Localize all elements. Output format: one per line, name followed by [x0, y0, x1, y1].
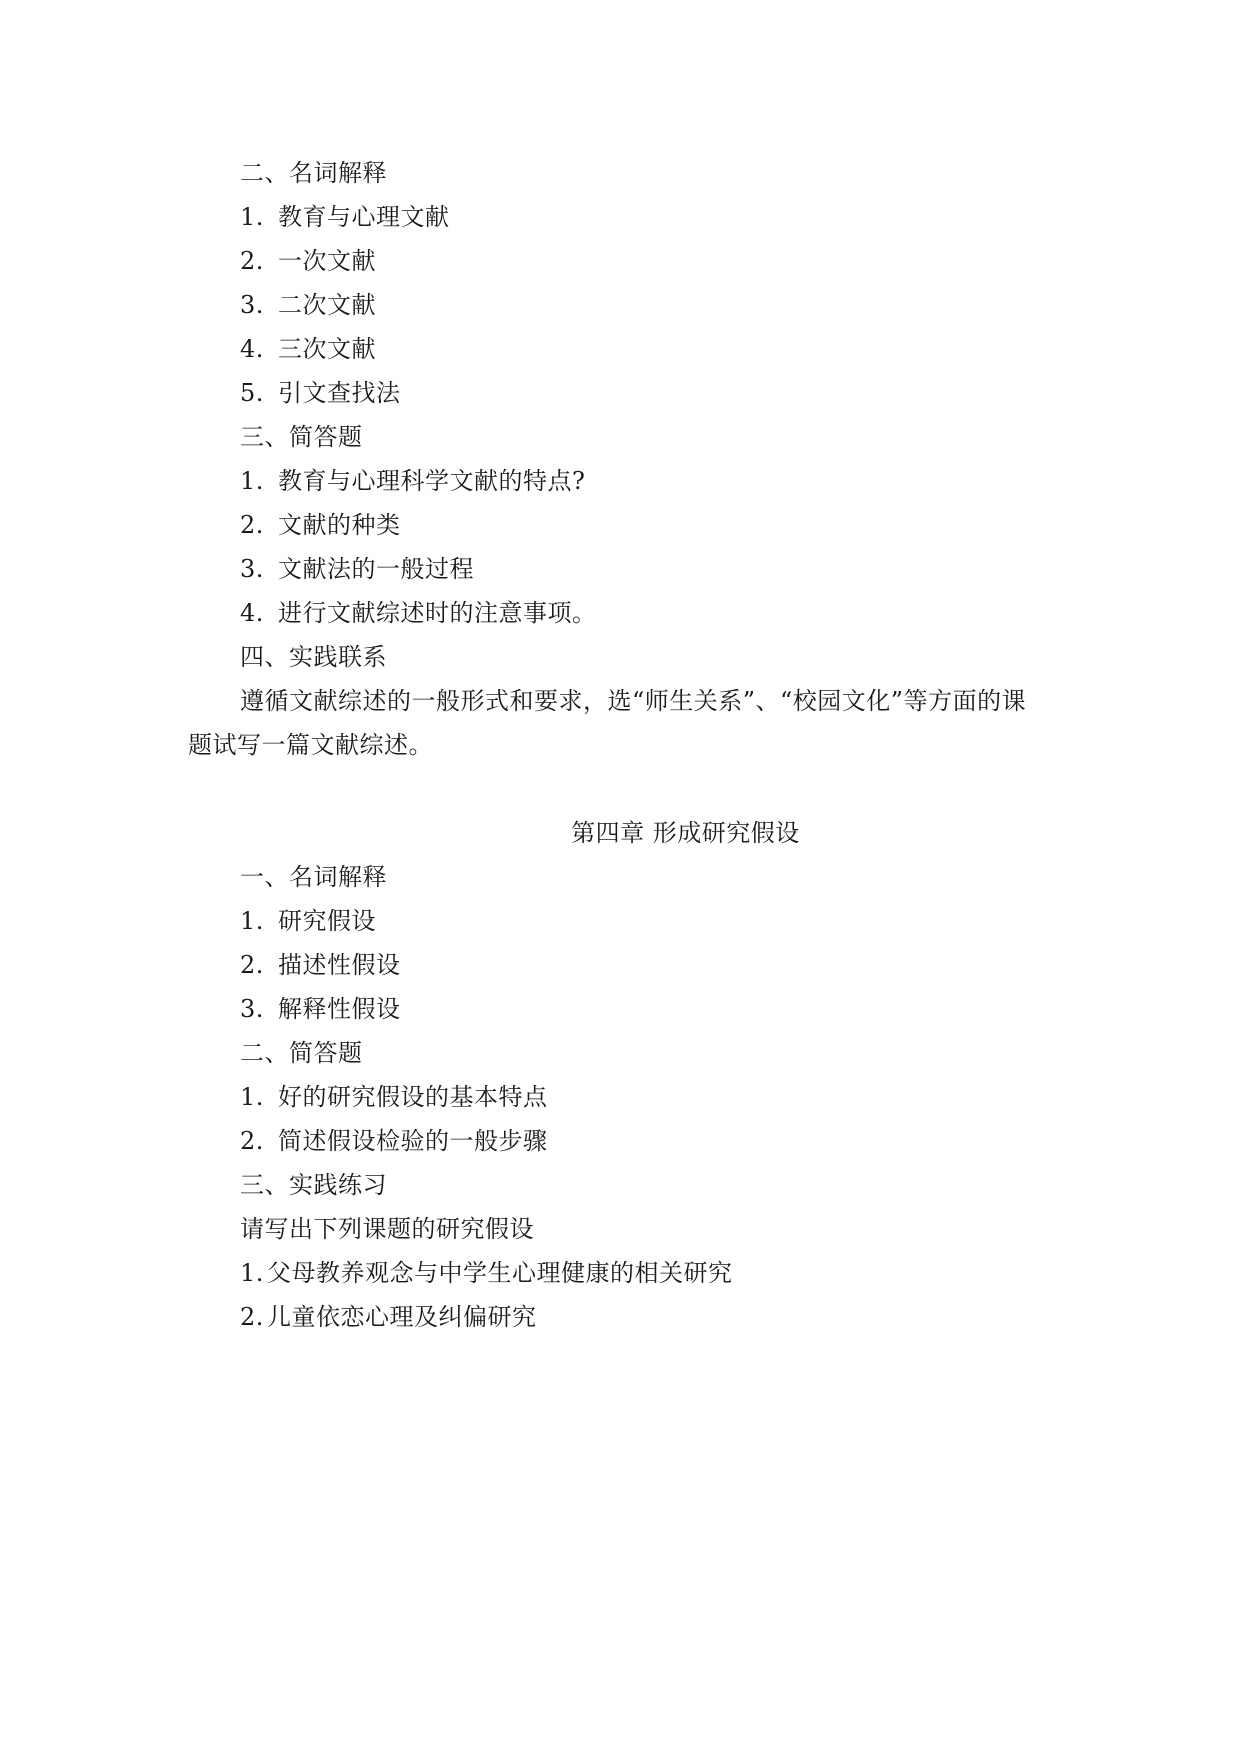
item-text: 研究假设	[278, 907, 376, 935]
item-number: 4.	[240, 335, 264, 363]
item-text: 三次文献	[278, 335, 376, 363]
item-text: 二次文献	[278, 291, 376, 319]
list-item	[240, 598, 597, 628]
item-text: 文献的种类	[278, 511, 401, 539]
list-item	[240, 510, 401, 540]
item-number: 3.	[240, 291, 264, 319]
item-text: 好的研究假设的基本特点	[278, 1083, 548, 1111]
list-item	[240, 290, 376, 320]
item-text: 引文查找法	[278, 379, 401, 407]
list-item	[240, 466, 585, 496]
list-item	[240, 1258, 733, 1288]
item-text: 简述假设检验的一般步骤	[278, 1127, 548, 1155]
item-text: 父母教养观念与中学生心理健康的相关研究	[267, 1259, 733, 1287]
list-item	[240, 334, 376, 364]
item-text: 进行文献综述时的注意事项。	[278, 599, 597, 627]
item-number: 2.	[240, 951, 264, 979]
section-heading-terms: 一、名词解释	[240, 863, 387, 891]
item-text: 描述性假设	[278, 951, 401, 979]
item-text: 一次文献	[278, 247, 376, 275]
item-number: 2.	[240, 247, 264, 275]
chapter-title: 第四章 形成研究假设	[571, 819, 800, 847]
section-heading-terms: 二、名词解释	[240, 159, 387, 187]
list-item	[240, 994, 401, 1024]
list-item	[240, 950, 401, 980]
item-text: 解释性假设	[278, 995, 401, 1023]
item-number: 4.	[240, 599, 264, 627]
item-number: 3.	[240, 995, 264, 1023]
practice-paragraph-line-2: 题试写一篇文献综述。	[188, 731, 433, 759]
list-item	[240, 378, 401, 408]
practice-paragraph-line-1: 遵循文献综述的一般形式和要求，选“师生关系”、“校园文化”等方面的课	[240, 687, 1027, 715]
list-item	[240, 246, 376, 276]
list-item	[240, 1082, 548, 1112]
item-text: 儿童依恋心理及纠偏研究	[267, 1303, 537, 1331]
item-number: 1.	[240, 1083, 264, 1111]
item-number: 1.	[240, 203, 264, 231]
section-heading-short-answer: 二、简答题	[240, 1039, 363, 1067]
list-item	[240, 1302, 537, 1332]
item-text: 教育与心理科学文献的特点?	[278, 467, 586, 495]
item-number: 5.	[240, 379, 264, 407]
item-number: 2.	[240, 1127, 264, 1155]
item-text: 教育与心理文献	[278, 203, 450, 231]
section-heading-short-answer: 三、简答题	[240, 423, 363, 451]
list-item	[240, 202, 450, 232]
list-item	[240, 1126, 548, 1156]
item-text: 文献法的一般过程	[278, 555, 474, 583]
list-item	[240, 554, 474, 584]
list-item	[240, 906, 376, 936]
item-number: 2.	[240, 1303, 264, 1331]
section-heading-practice: 四、实践联系	[240, 643, 387, 671]
item-number: 2.	[240, 511, 264, 539]
item-number: 3.	[240, 555, 264, 583]
section-heading-practice: 三、实践练习	[240, 1171, 387, 1199]
item-number: 1.	[240, 1259, 264, 1287]
item-number: 1.	[240, 467, 264, 495]
item-number: 1.	[240, 907, 264, 935]
practice-intro: 请写出下列课题的研究假设	[240, 1215, 534, 1243]
